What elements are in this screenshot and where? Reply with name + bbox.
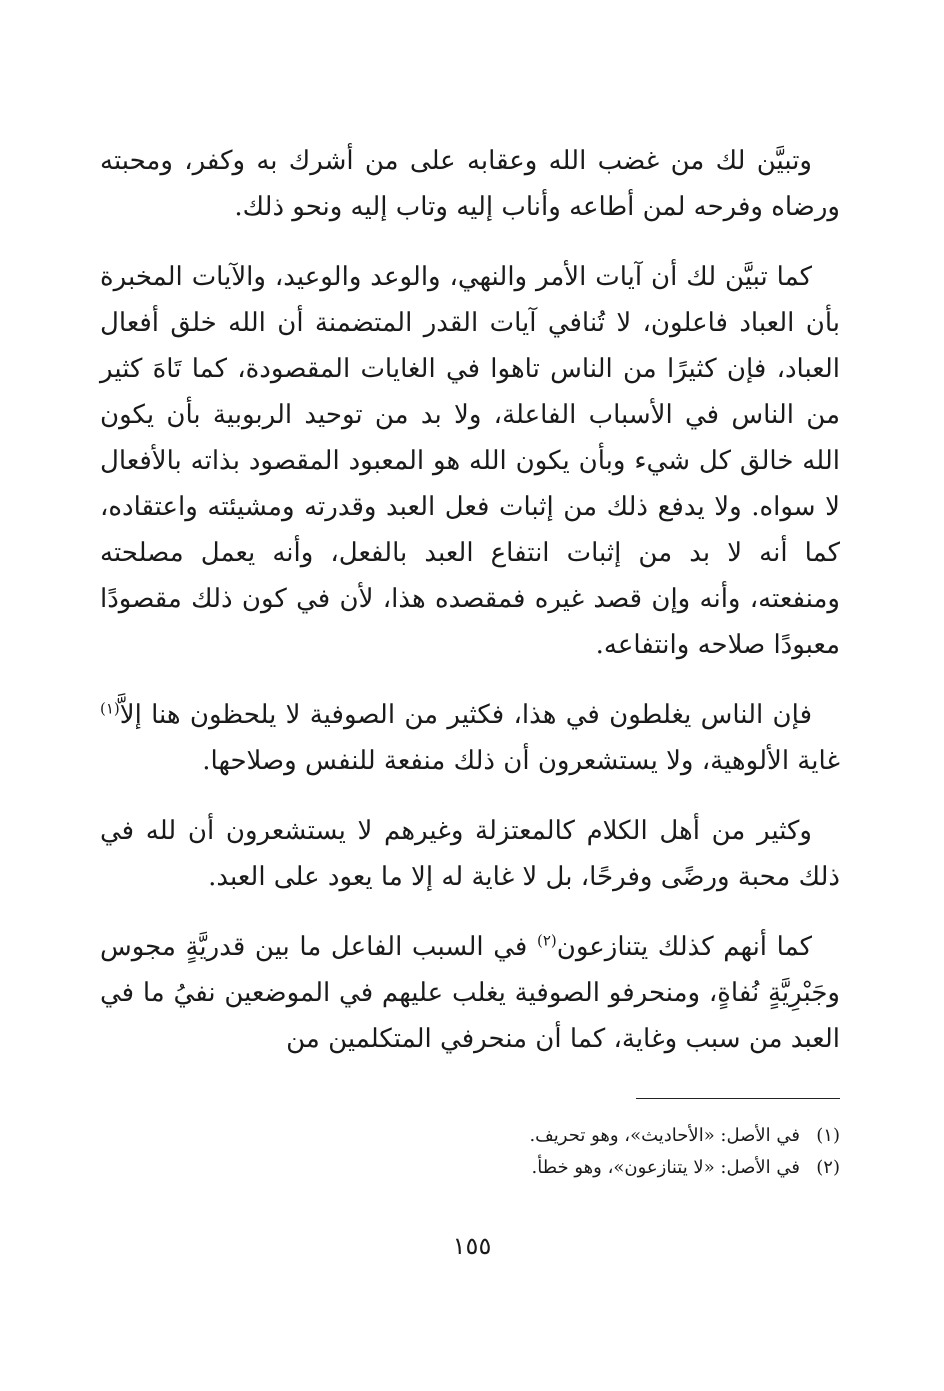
footnote-2 bbox=[100, 1152, 840, 1184]
footnote-1-text: في الأصل: «الأحاديث»، وهو تحريف. bbox=[529, 1125, 800, 1146]
paragraph-3-text-a: فإن الناس يغلطون في هذا، فكثير من الصوفية لا يلحظون هنا إلاَّ bbox=[119, 700, 812, 730]
paragraph-4: وكثير من أهل الكلام كالمعتزلة وغيرهم لا يستشعرون أن لله في ذلك محبة ورضًى وفرحًا، بل لا غاية له إلا ما يعود على العبد. bbox=[100, 816, 840, 892]
footnote-ref-1: (١) bbox=[100, 699, 120, 718]
paragraph-3-text-b: غاية الألوهية، ولا يستشعرون أن ذلك منفعة للنفس وصلاحها. bbox=[202, 746, 840, 776]
footnote-divider bbox=[636, 1098, 840, 1099]
paragraph-5 bbox=[100, 924, 840, 1062]
paragraph-5-text-a: كما أنهم كذلك يتنازعون bbox=[556, 932, 812, 962]
footnote-2-number: (٢) bbox=[816, 1157, 840, 1178]
page-number: ١٥٥ bbox=[452, 1232, 492, 1260]
footnote-2-text: في الأصل: «لا يتنازعون»، وهو خطأ. bbox=[531, 1157, 800, 1178]
footnote-ref-2: (٢) bbox=[536, 931, 557, 950]
paragraph-5-text-b: في السبب الفاعل ما بين قدريَّةٍ مجوس وجَبْرِيَّةٍ نُفاةٍ، ومنحرفو الصوفية يغلب عليهم في الموضعين نفيُ ما في العبد من سبب وغاية، كما أن منحرفي المتكلمين من bbox=[100, 932, 840, 1054]
main-text bbox=[100, 138, 840, 1086]
footnotes bbox=[100, 1120, 840, 1184]
paragraph-3 bbox=[100, 692, 840, 784]
footnote-1-number: (١) bbox=[816, 1125, 840, 1146]
footnote-1 bbox=[100, 1120, 840, 1152]
paragraph-2: كما تبيَّن لك أن آيات الأمر والنهي، والوعد والوعيد، والآيات المخبرة بأن العباد فاعلون، لا تُنافي آيات القدر المتضمنة أن الله خلق أفعال العباد، فإن كثيرًا من الناس تاهوا في الغايات المقصودة، كما تَاهَ كثير من الناس في الأسباب الفاعلة، ولا بد من توحيد الربوبية بأن يكون الله خالق كل شيء وبأن يكون الله هو المعبود المقصود بذاته بالأفعال لا سواه. ولا يدفع ذلك من إثبات فعل العبد وقدرته ومشيئته واعتقاده، كما أنه لا بد من إثبات انتفاع العبد بالفعل، وأنه يعمل مصلحته ومنفعته، وأنه وإن قصد غيره فمقصده هذا، لأن في كون ذلك مقصودًا معبودًا صلاحه وانتفاعه. bbox=[100, 262, 841, 660]
paragraph-1: وتبيَّن لك من غضب الله وعقابه على من أشرك به وكفر، ومحبته ورضاه وفرحه لمن أطاعه وأناب إليه وتاب إليه ونحو ذلك. bbox=[100, 146, 840, 222]
